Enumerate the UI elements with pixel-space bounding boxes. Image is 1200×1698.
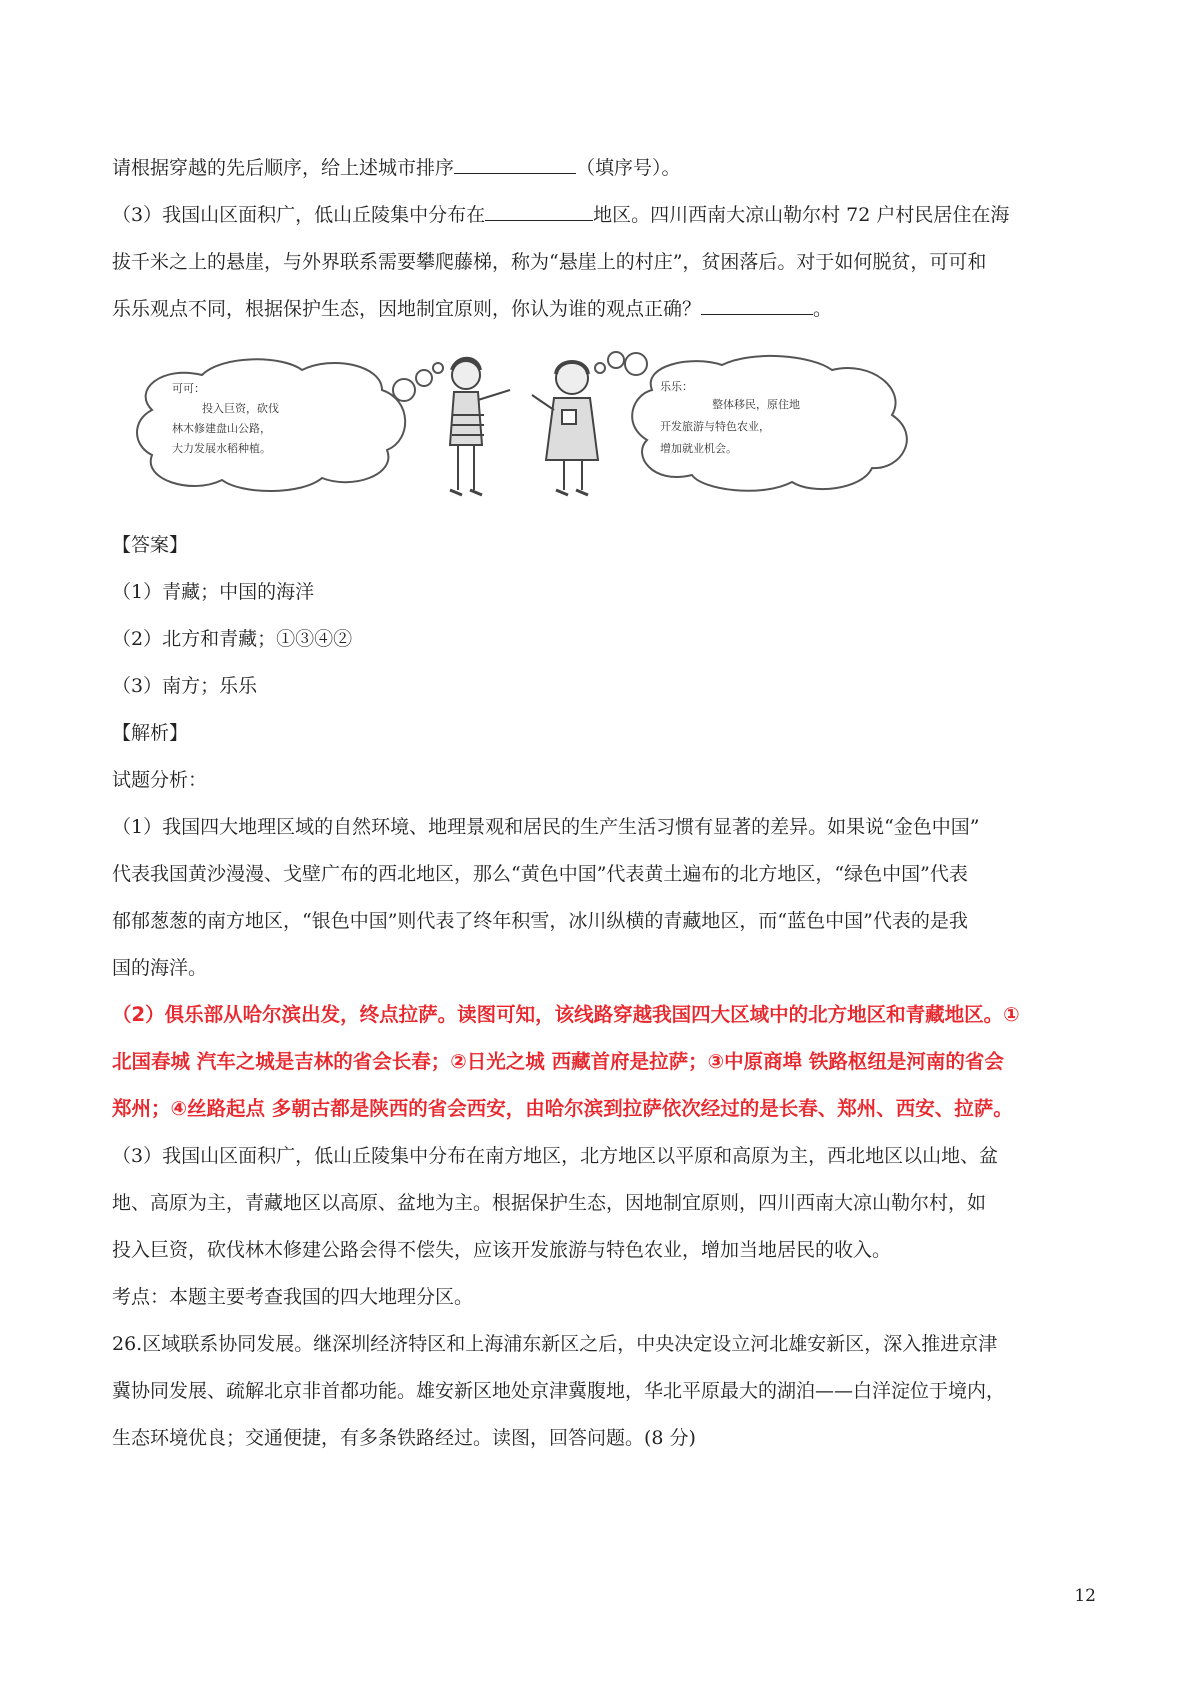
- girl-keke-figure: [450, 359, 510, 495]
- analysis-p3-line-3: 投入巨资，砍伐林木修建公路会得不偿失，应该开发旅游与特色农业，增加当地居民的收入。: [112, 1239, 892, 1261]
- kaodian-note: 考点：本题主要考查我国的四大地理分区。: [112, 1286, 474, 1308]
- lele-line-1: 整体移民，原住地: [712, 398, 800, 411]
- analysis-heading: 【解析】: [112, 722, 189, 744]
- keke-line-3: 大力发展水稻种植。: [172, 442, 271, 455]
- answer-heading: 【答案】: [112, 534, 189, 556]
- lele-line-3: 增加就业机会。: [660, 442, 737, 455]
- keke-name: 可可：: [172, 382, 205, 395]
- q3-line-2: 拔千米之上的悬崖，与外界联系需要攀爬藤梯，称为“悬崖上的村庄”，贫困落后。对于如何脱贫，可可和: [112, 251, 987, 273]
- analysis-p3-line-2: 地、高原为主，青藏地区以高原、盆地为主。根据保护生态，因地制宜原则，四川西南大凉山勒尔村，如: [112, 1192, 987, 1214]
- keke-line-2: 林木修建盘山公路，: [172, 422, 271, 435]
- answer-3: （3）南方；乐乐: [112, 675, 258, 697]
- q26-line-1: 26.区域联系协同发展。继深圳经济特区和上海浦东新区之后，中央决定设立河北雄安新区，深入推进京津: [112, 1333, 998, 1355]
- analysis-p1-line-4: 国的海洋。: [112, 957, 208, 979]
- lele-line-2: 开发旅游与特色农业，: [660, 420, 770, 433]
- answer-1: （1）青藏；中国的海洋: [112, 581, 315, 603]
- analysis-p1-line-2: 代表我国黄沙漫漫、戈壁广布的西北地区，那么“黄色中国”代表黄土遍布的北方地区，“绿色中国”代表: [112, 863, 968, 885]
- q26-line-2: 冀协同发展、疏解北京非首都功能。雄安新区地处京津冀腹地，华北平原最大的湖泊——白洋淀位于境内，: [112, 1380, 1006, 1402]
- analysis-p3-line-1: （3）我国山区面积广，低山丘陵集中分布在南方地区，北方地区以平原和高原为主，西北地区以山地、盆: [112, 1145, 999, 1167]
- q26-line-3: 生态环境优良；交通便捷，有多条铁路经过。读图，回答问题。(8 分): [112, 1427, 696, 1449]
- keke-line-1: 投入巨资，砍伐: [202, 402, 279, 415]
- analysis-p2-line-1: （2）俱乐部从哈尔滨出发，终点拉萨。读图可知，该线路穿越我国四大区域中的北方地区和青藏地区。①: [112, 1003, 1020, 1026]
- opinion-answer-blank[interactable]: [701, 294, 813, 315]
- region-answer-blank[interactable]: [485, 200, 593, 221]
- debate-cartoon: [132, 350, 922, 510]
- order-answer-blank[interactable]: [454, 153, 576, 174]
- page-number: 12: [1074, 1586, 1096, 1606]
- analysis-p2-line-3: 郑州；④丝路起点 多朝古都是陕西的省会西安，由哈尔滨到拉萨依次经过的是长春、郑州、西安、拉萨。: [112, 1097, 1013, 1120]
- q3-line-3: 乐乐观点不同，根据保护生态，因地制宜原则，你认为谁的观点正确？ 。: [112, 294, 1102, 324]
- answer-2: （2）北方和青藏；①③④②: [112, 628, 353, 650]
- analysis-p2-line-2: 北国春城 汽车之城是吉林的省会长春；②日光之城 西藏首府是拉萨；③中原商埠 铁路枢纽是河南的省会: [112, 1050, 1004, 1073]
- q3-line-1: （3）我国山区面积广，低山丘陵集中分布在 地区。四川西南大凉山勒尔村 72 户村民居住在海: [112, 200, 1102, 230]
- boy-lele-figure: [532, 362, 598, 495]
- lele-name: 乐乐：: [660, 380, 693, 393]
- analysis-p1-line-1: （1）我国四大地理区域的自然环境、地理景观和居民的生产生活习惯有显著的差异。如果说“金色中国”: [112, 816, 980, 838]
- analysis-p1-line-3: 郁郁葱葱的南方地区，“银色中国”则代表了终年积雪，冰川纵横的青藏地区，而“蓝色中国”代表的是我: [112, 910, 968, 932]
- order-question-line: 请根据穿越的先后顺序，给上述城市排序 （填序号）。: [112, 153, 1102, 183]
- analysis-intro: 试题分析：: [112, 769, 208, 791]
